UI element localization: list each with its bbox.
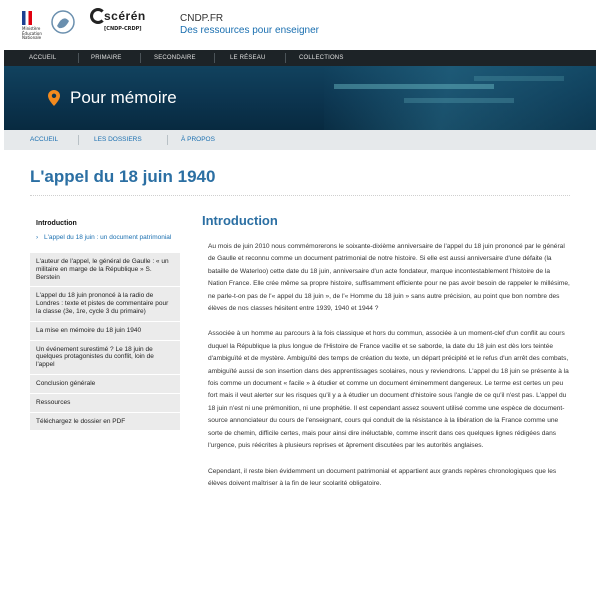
article-paragraph: Au mois de juin 2010 nous commémorerons le soixante-dixième anniversaire de l'appel du 18 juin prononcé par le général de Gaulle et reconnu comme un document patrimonial de notre histoire. Si elle est aussi anniversaire d'une défaite (la bataille de Waterloo) cette date du 18 juin, anniversaire d'un acte fondateur, marque incontestablement l'histoire de la Nation France. Elle crée même sa propre histoire, suffisamment efficiente pour ne pas avoir besoin de rappeler le millésime, ne parle-t-on pas de l'« appel du 18 juin », de l'« Homme du 18 juin » sans autre précision, au point que bon nombre des élèves de nos classes hésitent entre 1939, 1940 et 1944 ?	[208, 243, 570, 313]
article-content	[202, 213, 570, 503]
ministry-logo[interactable]	[22, 9, 76, 40]
hero-banner	[4, 66, 596, 130]
sidebar-item-pdf[interactable]: Téléchargez le dossier en PDF	[30, 412, 180, 431]
sceren-logo[interactable]	[90, 8, 152, 40]
sub-nav-a-propos[interactable]: À PROPOS	[181, 136, 215, 143]
nav-divider	[167, 135, 168, 145]
site-header	[0, 0, 600, 46]
flag-icon	[22, 11, 32, 25]
nav-divider	[78, 53, 79, 63]
sidebar-item-mise-en-memoire[interactable]: La mise en mémoire du 18 juin 1940	[30, 321, 180, 340]
main-nav-primaire[interactable]: PRIMAIRE	[91, 55, 122, 61]
site-tagline: Des ressources pour enseigner	[180, 25, 319, 36]
sidebar-item-evenement-surestime[interactable]: Un événement surestimé ? Le 18 juin de quelques protagonistes du conflit, loin de l'appel	[30, 340, 180, 374]
nav-divider	[214, 53, 215, 63]
title-divider	[30, 195, 570, 196]
site-branding[interactable]	[180, 13, 319, 37]
chevron-right-icon: ›	[36, 234, 39, 241]
main-nav-accueil[interactable]: ACCUEIL	[29, 55, 57, 61]
sub-nav-dossiers[interactable]: LES DOSSIERS	[94, 136, 142, 143]
sidebar-item-introduction[interactable]	[30, 212, 180, 252]
banner-title[interactable]: Pour mémoire	[70, 88, 177, 107]
main-nav	[4, 50, 596, 66]
article-paragraph: Cependant, il reste bien évidemment un document patrimonial et appartient aux grands repères chronologiques que les élèves doivent maîtriser à la fin de leur scolarité obligatoire.	[208, 467, 557, 487]
sidebar-subitem-label: L'appel du 18 juin : un document patrimonial	[44, 234, 172, 241]
sidebar-item-ressources[interactable]: Ressources	[30, 393, 180, 412]
sidebar-item-auteur[interactable]: L'auteur de l'appel, le général de Gaulle : « un militaire en marge de la République » S. Berstein	[30, 252, 180, 286]
sceren-sub: [CNDP-CRDP]	[104, 26, 142, 32]
sub-nav-accueil[interactable]: ACCUEIL	[30, 136, 59, 143]
nav-divider	[285, 53, 286, 63]
sidebar-nav	[30, 212, 180, 430]
article-paragraph: Associée à un homme au parcours à la fois classique et hors du commun, associée à un moment-clef d'un conflit au cours duquel la République la plus longue de l'Histoire de France vacille et se saborde, la date du 18 juin est dès lors teintée d'ambiguïté et de mystère. Ambiguïté des temps de création du texte, un départ précipité et le refus d'un arrêt des combats, ambiguïté aussi de son insertion dans des apprentissages scolaires, nous y reviendrons. L'appel du 18 juin se présente à la fois comme un document « facile » à étudier et comme un document éminemment dangereux. Le terme est certes un peu fort mais il veut alerter sur les risques qu'il y a à étudier un document d'histoire sous l'angle de ce qu'il n'est pas. L'appel du 18 juin n'est ni une prémonition, ni une prophétie. Il est cependant assez souvent utilisé comme une espèce de document-source annonciateur du cours de l'enseignant, cours qui conduit de la résistance à la libération de la France comme une sorte de chemin, difficile certes, mais pour ainsi dire inéluctable, comme inscrit dans ces quelques lignes rédigées dans l'urgence, puis réécrites à plusieurs reprises et âprement discutées par les autorités anglaises.	[208, 330, 569, 450]
sceren-name: scérén	[104, 9, 146, 23]
main-nav-collections[interactable]: COLLECTIONS	[299, 55, 344, 61]
banner-stripe	[334, 84, 494, 89]
nav-divider	[140, 53, 141, 63]
section-heading: Introduction	[202, 213, 278, 228]
location-pin-icon	[48, 90, 60, 106]
main-nav-secondaire[interactable]: SECONDAIRE	[154, 55, 196, 61]
sidebar-item-conclusion[interactable]: Conclusion générale	[30, 374, 180, 393]
sidebar-subitem-document-patrimonial[interactable]	[30, 232, 180, 252]
banner-stripe	[404, 98, 514, 103]
banner-stripe	[474, 76, 564, 81]
sidebar-item-label: Introduction	[36, 220, 77, 227]
sub-nav	[4, 130, 596, 150]
ministry-logo-text: Ministère Éducation Nationale	[22, 26, 42, 40]
main-nav-reseau[interactable]: LE RÉSEAU	[230, 55, 266, 61]
page-title: L'appel du 18 juin 1940	[30, 167, 216, 186]
sidebar-item-appel-londres[interactable]: L'appel du 18 juin prononcé à la radio de Londres : texte et pistes de commentaire pour la classe (3e, 1re, cycle 3 du primaire)	[30, 286, 180, 320]
marianne-icon	[50, 9, 76, 37]
nav-divider	[78, 135, 79, 145]
site-name: CNDP.FR	[180, 13, 224, 24]
